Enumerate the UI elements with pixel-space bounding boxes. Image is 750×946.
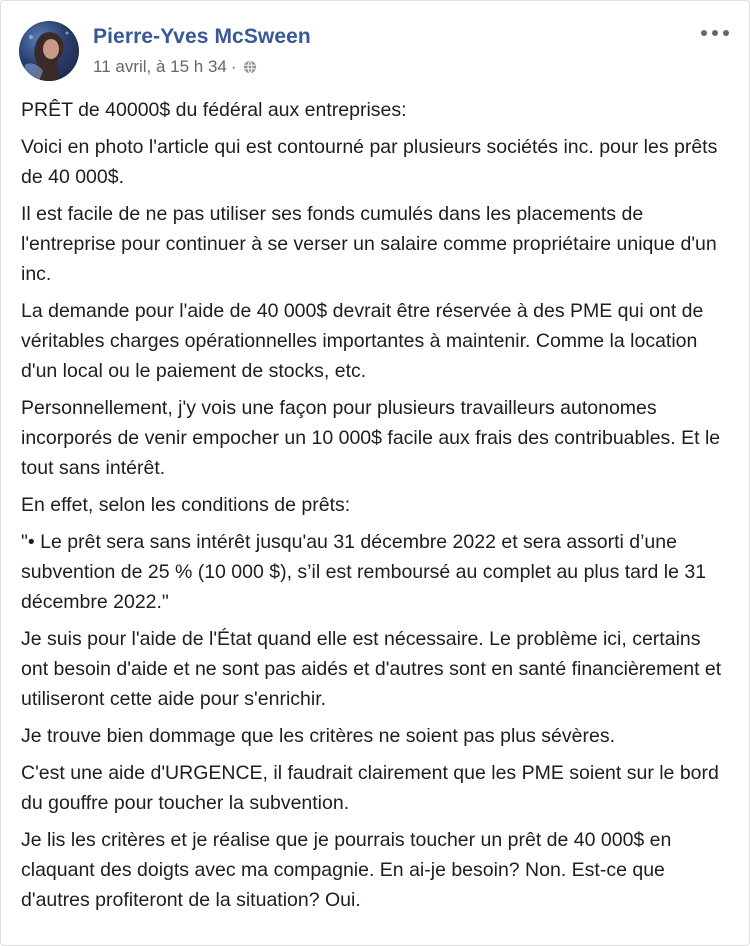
author-name[interactable]: Pierre-Yves McSween (93, 25, 311, 48)
post-paragraph: Je trouve bien dommage que les critères ne soient pas plus sévères. (21, 725, 615, 747)
more-options-icon[interactable] (701, 23, 729, 43)
post-paragraph: Je lis les critères et je réalise que je pourrais toucher un prêt de 40 000$ en claquant des doigts avec ma compagnie. En ai-je besoin? Non. Est-ce que d'autres profiteront de la situation? Oui. (21, 829, 672, 911)
post-meta (93, 57, 257, 77)
post-header (19, 19, 735, 83)
post-paragraph: Il est facile de ne pas utiliser ses fonds cumulés dans les placements de l'entreprise pour continuer à se verser un salaire comme propriétaire unique d'un inc. (21, 203, 717, 285)
post-paragraph: Voici en photo l'article qui est contourné par plusieurs sociétés inc. pour les prêts de 40 000$. (21, 136, 718, 188)
meta-separator: · (230, 57, 237, 76)
post-timestamp[interactable]: 11 avril, à 15 h 34 (93, 57, 227, 76)
post-paragraph: Je suis pour l'aide de l'État quand elle est nécessaire. Le problème ici, certains ont besoin d'aide et ne sont pas aidés et d'autres sont en santé financièrement et utiliseront cette aide pour s'enrichir. (21, 628, 722, 710)
post-body (21, 95, 731, 922)
globe-icon[interactable] (243, 60, 257, 74)
avatar[interactable] (19, 21, 79, 81)
post-paragraph: En effet, selon les conditions de prêts: (21, 494, 351, 516)
post-paragraph: "• Le prêt sera sans intérêt jusqu'au 31 décembre 2022 et sera assorti d’une subvention de 25 % (10 000 $), s’il est remboursé au complet au plus tard le 31 décembre 2022." (21, 531, 707, 613)
post-paragraph: La demande pour l'aide de 40 000$ devrait être réservée à des PME qui ont de véritables charges opérationnelles importantes à maintenir. Comme la location d'un local ou le paiement de stocks, etc. (21, 300, 704, 382)
post-paragraph: C'est une aide d'URGENCE, il faudrait clairement que les PME soient sur le bord du gouffre pour toucher la subvention. (21, 762, 719, 814)
post-paragraph: Personnellement, j'y vois une façon pour plusieurs travailleurs autonomes incorporés de venir empocher un 10 000$ facile aux frais des contribuables. Et le tout sans intérêt. (21, 397, 721, 479)
post-paragraph: PRÊT de 40000$ du fédéral aux entreprises: (21, 99, 407, 121)
